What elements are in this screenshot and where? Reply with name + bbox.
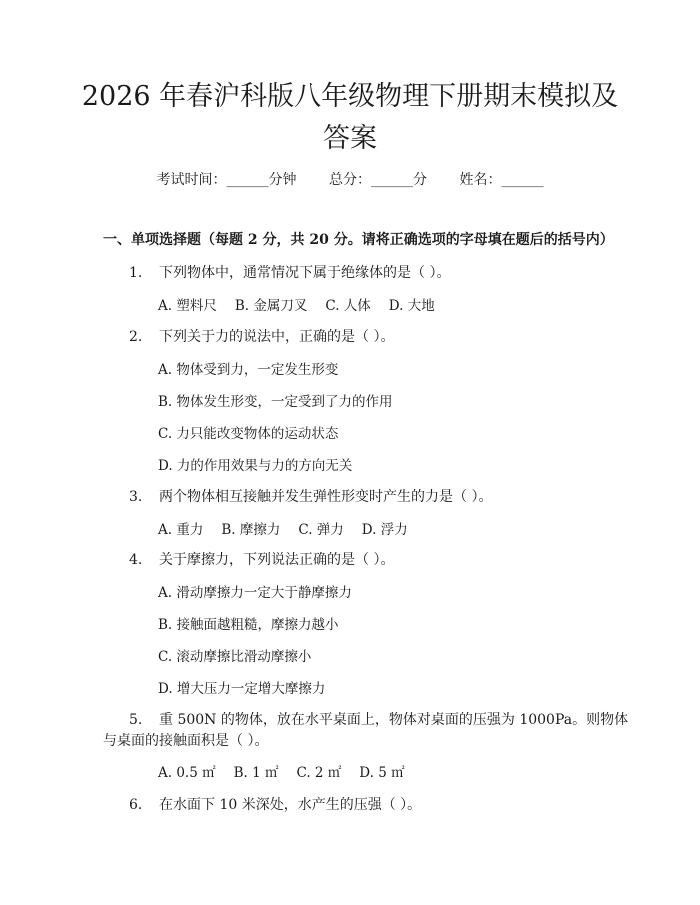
question-number: 6.	[129, 797, 143, 813]
question-text: 下列物体中，通常情况下属于绝缘体的是（ ）。	[159, 265, 451, 281]
question-2	[129, 326, 394, 346]
option-c: C. 2 ㎡	[296, 765, 342, 781]
title-line-1: 2026 年春沪科版八年级物理下册期末模拟及	[81, 81, 619, 112]
question-text: 关于摩擦力，下列说法正确的是（ ）。	[159, 552, 395, 568]
page-title	[60, 76, 640, 160]
question-text: 下列关于力的说法中，正确的是（ ）。	[159, 329, 395, 345]
option-a: A. 重力	[158, 522, 204, 538]
option-c: C. 人体	[325, 298, 371, 314]
question-5-options	[158, 761, 423, 781]
option-d: D. 大地	[388, 298, 435, 314]
option-d: D. 浮力	[361, 522, 408, 538]
option-a: A. 滑动摩擦力一定大于静摩擦力	[158, 585, 352, 601]
option-d: D. 增大压力一定增大摩擦力	[158, 681, 326, 697]
question-4	[129, 549, 394, 569]
option-d: D. 5 ㎡	[359, 765, 405, 781]
question-number: 1.	[129, 265, 143, 281]
option-c: C. 滚动摩擦比滑动摩擦小	[158, 649, 312, 665]
exam-time: 考试时间：______分钟	[156, 172, 297, 188]
option-a: A. 0.5 ㎡	[158, 765, 216, 781]
option-a: A. 塑料尺	[158, 298, 217, 314]
question-3-options	[158, 518, 426, 538]
option-b: B. 物体发生形变，一定受到了力的作用	[158, 394, 393, 410]
title-line-2: 答案	[323, 123, 377, 154]
question-6	[129, 794, 421, 814]
student-name: 姓名：______	[459, 172, 544, 188]
exam-score: 总分：______分	[329, 172, 427, 188]
question-text: 两个物体相互接触并发生弹性形变时产生的力是（ ）。	[159, 489, 493, 505]
section-heading-1: 一、单项选择题（每题 2 分，共 20 分。请将正确选项的字母填在题后的括号内）	[103, 232, 614, 248]
question-number: 3.	[129, 489, 143, 505]
question-text: 重 500N 的物体，放在水平桌面上，物体对桌面的压强为 1000Pa。则物体	[159, 712, 629, 728]
option-b: B. 接触面越粗糙，摩擦力越小	[158, 617, 339, 633]
exam-meta	[0, 169, 700, 189]
question-5	[129, 709, 628, 729]
option-a: A. 物体受到力，一定发生形变	[158, 362, 339, 378]
question-3	[129, 486, 492, 506]
question-5-continuation: 与桌面的接触面积是（ ）。	[103, 733, 269, 749]
option-b: B. 金属刀叉	[234, 298, 308, 314]
question-1-options	[158, 294, 453, 314]
option-d: D. 力的作用效果与力的方向无关	[158, 458, 353, 474]
option-b: B. 1 ㎡	[233, 765, 279, 781]
question-number: 4.	[129, 552, 143, 568]
question-number: 5.	[129, 712, 143, 728]
option-c: C. 力只能改变物体的运动状态	[158, 426, 339, 442]
question-text: 在水面下 10 米深处，水产生的压强（ ）。	[159, 797, 422, 813]
question-1	[129, 262, 450, 282]
option-c: C. 弹力	[298, 522, 344, 538]
option-b: B. 摩擦力	[221, 522, 281, 538]
question-number: 2.	[129, 329, 143, 345]
